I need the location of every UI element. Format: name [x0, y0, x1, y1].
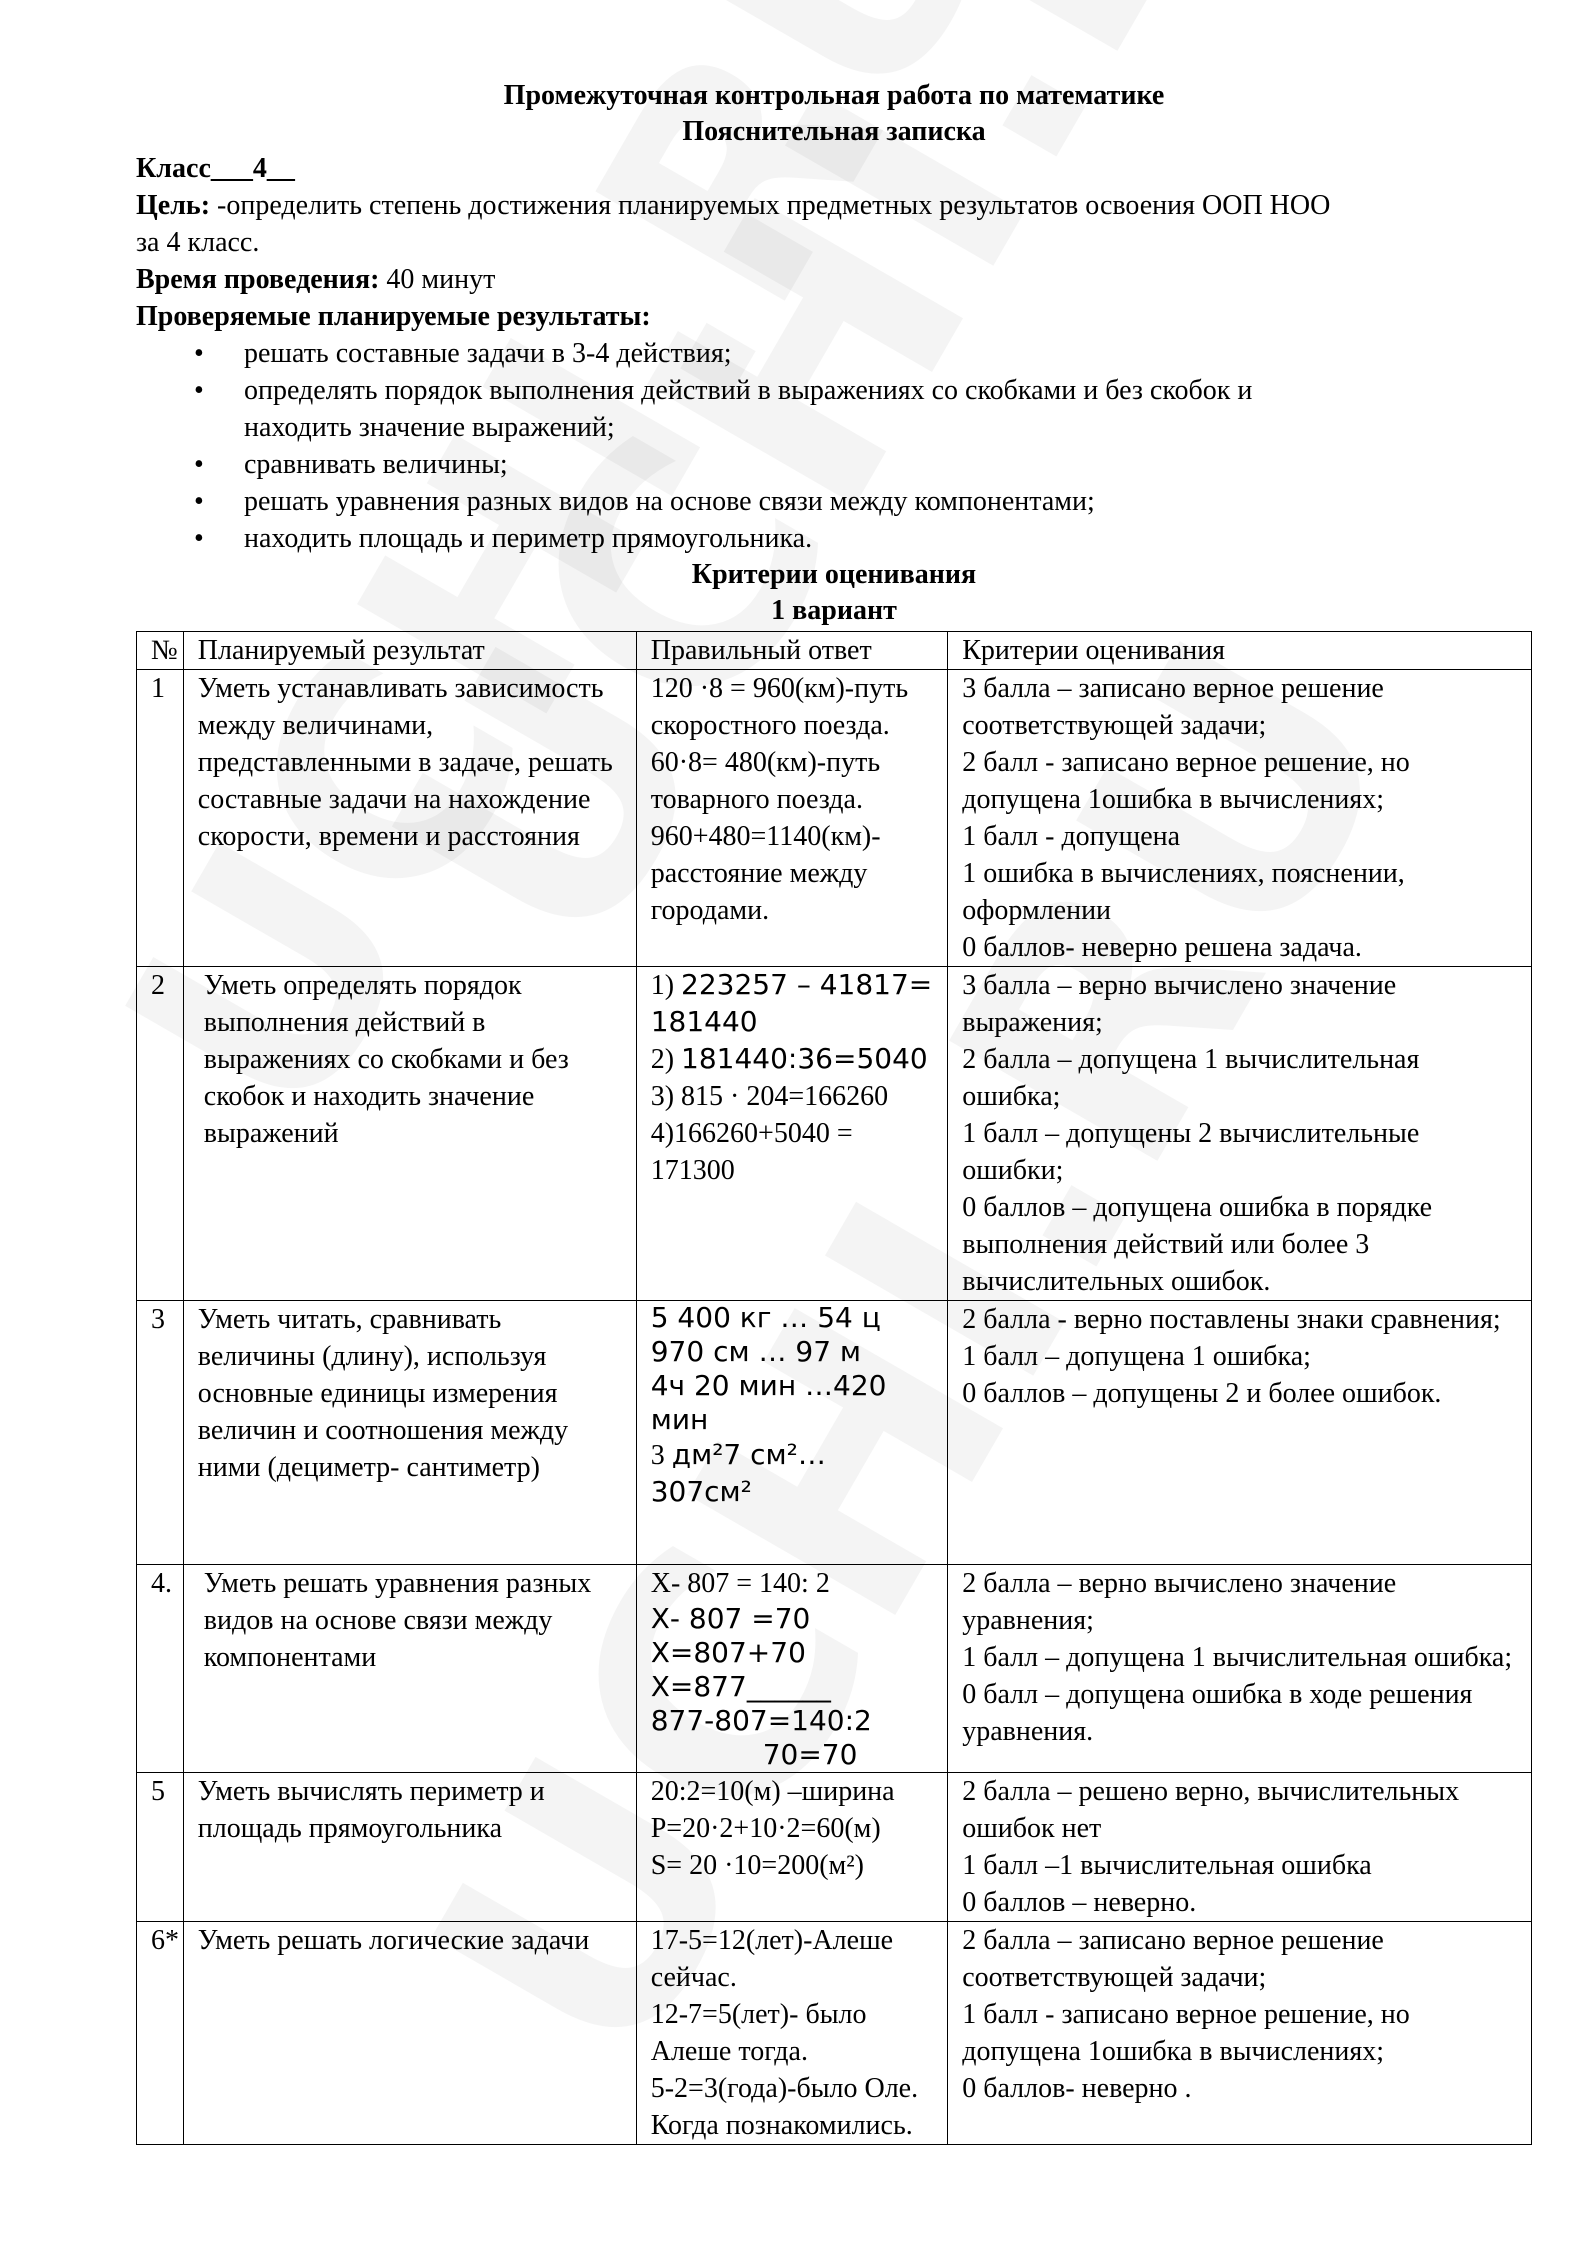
results-list: [136, 335, 1532, 557]
header-answer: Правильный ответ: [636, 632, 948, 670]
header-num: №: [137, 632, 184, 670]
goal-label: Цель:: [136, 190, 211, 221]
row-num: 6*: [137, 1922, 184, 2145]
row-answer: Х- 807 = 140: 2 Х- 807 =70 Х=807+70 Х=877______ 877-807=140:2 70=70: [636, 1565, 948, 1773]
results-label: Проверяемые планируемые результаты:: [136, 301, 651, 332]
time-label: Время проведения:: [136, 264, 380, 295]
goal-text: -определить степень достижения планируемых предметных результатов освоения ООП НОО: [217, 190, 1331, 221]
row-criteria: 2 балла – решено верно, вычислительных ошибок нет 1 балл –1 вычислительная ошибка 0 баллов – неверно.: [948, 1773, 1532, 1922]
list-item: • решать уравнения разных видов на основе связи между компонентами;: [244, 483, 1532, 520]
document-subtitle: Пояснительная записка: [682, 116, 986, 147]
row-result: Уметь читать, сравнивать величины (длину), используя основные единицы измерения величин и соотношения между ними (дециметр- сантиметр): [183, 1301, 636, 1565]
class-value: ___4__: [210, 153, 295, 184]
row-answer: 17-5=12(лет)-Алеше сейчас. 12-7=5(лет)- было Алеше тогда. 5-2=3(года)-было Оле. Когда познакомились.: [636, 1922, 948, 2145]
table-row: [137, 1565, 1532, 1773]
criteria-table: [136, 631, 1532, 2145]
goal-line: [136, 187, 1532, 224]
row-answer: 20:2=10(м) –ширина Р=20·2+10·2=60(м) S= 20 ·10=200(м²): [636, 1773, 948, 1922]
row-num: 1: [137, 670, 184, 967]
row-num: 5: [137, 1773, 184, 1922]
table-row: [137, 1922, 1532, 2145]
list-item: • решать составные задачи в 3-4 действия;: [244, 335, 1532, 372]
row-result: Уметь решать уравнения разных видов на основе связи между компонентами: [183, 1565, 636, 1773]
row-criteria: 2 балла – записано верное решение соответствующей задачи; 1 балл - записано верное решение, но допущена 1ошибка в вычислениях; 0 баллов- неверно .: [948, 1922, 1532, 2145]
row-criteria: 3 балла – записано верное решение соответствующей задачи; 2 балл - записано верное решение, но допущена 1ошибка в вычислениях; 1 балл - допущена 1 ошибка в вычислениях, пояснении, оформлении 0 баллов- неверно решена задача.: [948, 670, 1532, 967]
row-num: 3: [137, 1301, 184, 1565]
row-result: Уметь определять порядок выполнения действий в выражениях со скобками и без скобок и находить значение выражений: [183, 967, 636, 1301]
row-answer: 1) 223257 – 41817= 181440 2) 181440:36=5040 3) 815 · 204=166260 4)166260+5040 = 171300: [636, 967, 948, 1301]
row-num: 2: [137, 967, 184, 1301]
table-row: [137, 967, 1532, 1301]
time-value: 40 минут: [386, 264, 496, 295]
row-result: Уметь решать логические задачи: [183, 1922, 636, 2145]
row-criteria: 2 балла - верно поставлены знаки сравнения; 1 балл – допущена 1 ошибка; 0 баллов – допущены 2 и более ошибок.: [948, 1301, 1532, 1565]
list-item: • определять порядок выполнения действий в выражениях со скобками и без скобок и находить значение выражений;: [244, 372, 1532, 446]
table-row: [137, 1773, 1532, 1922]
row-result: Уметь устанавливать зависимость между величинами, представленными в задаче, решать составные задачи на нахождение скорости, времени и расстояния: [183, 670, 636, 967]
table-header-row: [137, 632, 1532, 670]
table-row: [137, 670, 1532, 967]
table-row: [137, 1301, 1532, 1565]
criteria-title: Критерии оценивания: [691, 559, 977, 590]
row-answer: 5 400 кг … 54 ц 970 см … 97 м 4ч 20 мин …420 мин 3 дм²7 см²… 307см²: [636, 1301, 948, 1565]
goal-line-2: за 4 класс.: [136, 227, 260, 258]
time-line: [136, 261, 1532, 298]
row-criteria: 3 балла – верно вычислено значение выражения; 2 балла – допущена 1 вычислительная ошибка; 1 балл – допущены 2 вычислительные ошибки; 0 баллов – допущена ошибка в порядке выполнения действий или более 3 вычислительных ошибок.: [948, 967, 1532, 1301]
class-line: [136, 150, 1532, 187]
row-criteria: 2 балла – верно вычислено значение уравнения; 1 балл – допущена 1 вычислительная ошибка; 0 балл – допущена ошибка в ходе решения уравнения.: [948, 1565, 1532, 1773]
row-result: Уметь вычислять периметр и площадь прямоугольника: [183, 1773, 636, 1922]
row-answer: 120 ·8 = 960(км)-путь скоростного поезда. 60·8= 480(км)-путь товарного поезда. 960+480=1140(км)-расстояние между городами.: [636, 670, 948, 967]
variant-title: 1 вариант: [771, 595, 897, 626]
list-item: • находить площадь и периметр прямоугольника.: [244, 520, 1532, 557]
document-title: Промежуточная контрольная работа по математике: [503, 80, 1165, 111]
header-criteria: Критерии оценивания: [948, 632, 1532, 670]
class-label: Класс: [136, 153, 211, 184]
document-page: [136, 78, 1532, 2145]
list-item: • сравнивать величины;: [244, 446, 1532, 483]
header-result: Планируемый результат: [183, 632, 636, 670]
row-num: 4.: [137, 1565, 184, 1773]
